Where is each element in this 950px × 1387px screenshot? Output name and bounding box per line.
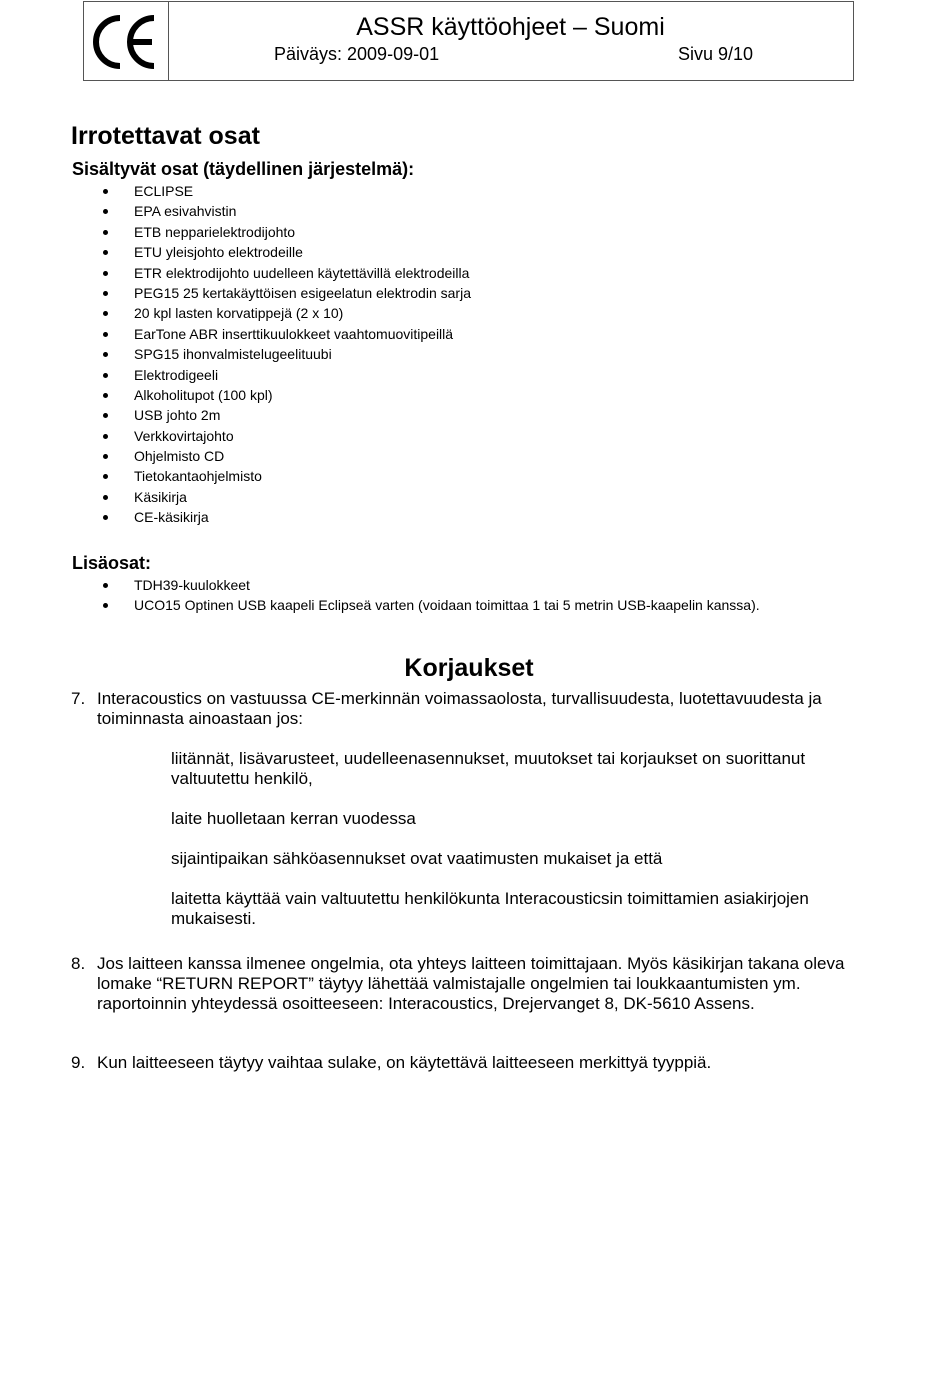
list-item-text: Käsikirja: [134, 488, 187, 505]
condition-4: laitetta käyttää vain valtuutettu henkilökunta Interacousticsin toimittamien asiakirjojen mukaisesti.: [171, 889, 809, 928]
included-heading: Sisältyvät osat (täydellinen järjestelmä):: [72, 159, 415, 179]
bullet-icon: [103, 393, 108, 398]
bullet-icon: [103, 250, 108, 255]
logo-cell: [84, 2, 169, 80]
list-item-text: ETU yleisjohto elektrodeille: [134, 244, 303, 261]
bullet-icon: [103, 230, 108, 235]
bullet-icon: [103, 434, 108, 439]
list-item-text: Ohjelmisto CD: [134, 448, 225, 465]
list-item-text: Alkoholitupot (100 kpl): [134, 386, 273, 403]
item-9-text: Kun laitteeseen täytyy vaihtaa sulake, on käytettävä laitteeseen merkittyä tyyppiä.: [97, 1053, 712, 1072]
bullet-icon: [103, 454, 108, 459]
list-item-text: EPA esivahvistin: [134, 203, 237, 220]
list-item-text: ECLIPSE: [134, 183, 194, 199]
bullet-icon: [103, 495, 108, 500]
bullet-icon: [103, 603, 108, 608]
bullet-icon: [103, 209, 108, 214]
section-title: Irrotettavat osat: [71, 122, 260, 150]
list-item-text: ETR elektrodijohto uudelleen käytettävillä elektrodeilla: [134, 264, 470, 281]
bullet-icon: [103, 291, 108, 296]
bullet-icon: [103, 271, 108, 276]
condition-3: sijaintipaikan sähköasennukset ovat vaatimusten mukaiset ja että: [171, 849, 663, 868]
bullet-icon: [103, 515, 108, 520]
page-header: [83, 1, 854, 81]
bullet-icon: [103, 373, 108, 378]
bullet-icon: [103, 352, 108, 357]
list-item-text: CE-käsikirja: [134, 509, 209, 526]
extra-heading: Lisäosat:: [72, 553, 152, 573]
item-7-number: 7.: [71, 689, 86, 708]
list-item-text: USB johto 2m: [134, 407, 221, 424]
list-item-text: PEG15 25 kertakäyttöisen esigeelatun elektrodin sarja: [134, 284, 471, 301]
bullet-icon: [103, 413, 108, 418]
list-item-text: ETB nepparielektrodijohto: [134, 223, 296, 240]
bullet-icon: [103, 332, 108, 337]
bullet-icon: [103, 189, 108, 194]
list-item-text: SPG15 ihonvalmistelugeelituubi: [134, 346, 332, 363]
condition-1: liitännät, lisävarusteet, uudelleenasennukset, muutokset tai korjaukset on suorittanut valtuutettu henkilö,: [171, 749, 806, 788]
document-title: ASSR käyttöohjeet – Suomi: [356, 13, 665, 41]
page-number: Sivu 9/10: [678, 44, 754, 64]
bullet-icon: [103, 474, 108, 479]
item-9-number: 9.: [71, 1053, 86, 1072]
list-item-text: EarTone ABR inserttikuulokkeet vaahtomuovitipeillä: [134, 325, 454, 342]
item-8-number: 8.: [71, 954, 86, 973]
bullet-icon: [103, 311, 108, 316]
condition-2: laite huolletaan kerran vuodessa: [171, 809, 416, 828]
repairs-title: Korjaukset: [404, 654, 534, 682]
bullet-icon: [103, 583, 108, 588]
list-item-text: TDH39-kuulokkeet: [134, 577, 250, 593]
list-item-text: Elektrodigeeli: [134, 366, 219, 383]
list-item-text: Tietokantaohjelmisto: [134, 468, 262, 485]
list-item-text: 20 kpl lasten korvatippejä (2 x 10): [134, 305, 344, 322]
list-item-text: UCO15 Optinen USB kaapeli Eclipseä varten (voidaan toimittaa 1 tai 5 metrin USB-kaapelin kanssa).: [134, 597, 760, 614]
list-item-text: Verkkovirtajohto: [134, 427, 234, 444]
item-7-text: Interacoustics on vastuussa CE-merkinnän voimassaolosta, turvallisuudesta, luotettavuudesta ja toiminnasta ainoastaan jos:: [97, 689, 822, 728]
ce-mark-logo: [92, 12, 158, 72]
document-date: Päiväys: 2009-09-01: [274, 44, 440, 64]
item-8-text: Jos laitteen kanssa ilmenee ongelmia, ota yhteys laitteen toimittajaan. Myös käsikirjan takana oleva lomake “RETURN REPORT” täytyy lähettää valmistajalle ongelmien tai loukkaantumisten ym. raportoinnin yhteydessä osoitteeseen: Interacoustics, Drejervanget 8, DK-5610 Assens.: [97, 954, 845, 1013]
